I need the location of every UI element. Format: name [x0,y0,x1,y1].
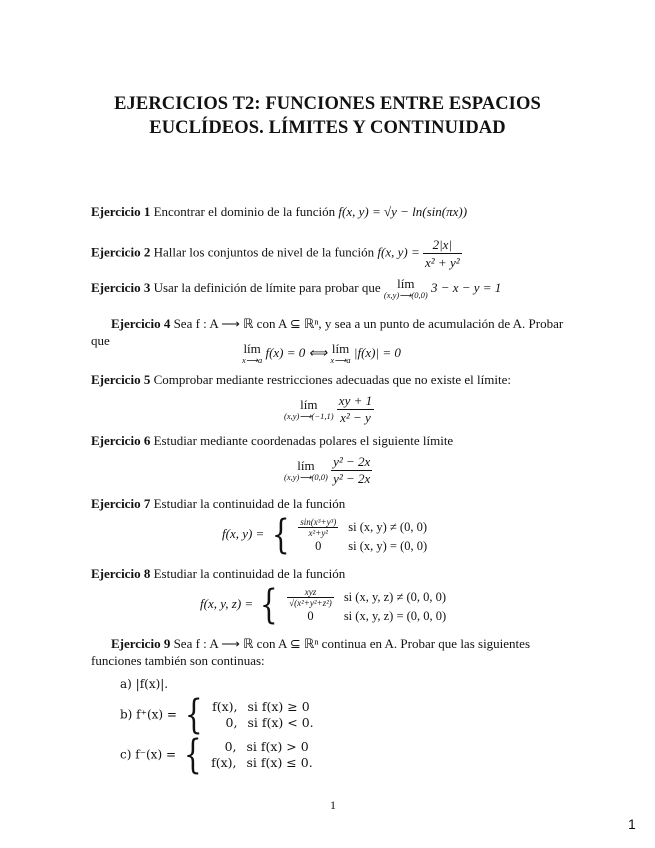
limit-operator [384,278,428,300]
case-value: 0 [307,608,314,623]
left-brace: { [183,732,202,778]
case-condition: si (x, y) = (0, 0) [348,538,428,553]
exercise-text: Hallar los conjuntos de nivel de la función [153,244,375,260]
exercise-1 [91,203,581,220]
case-value: 0 [315,538,322,553]
piecewise-cases [210,699,322,731]
fraction-denominator: y² − 2x [333,471,371,486]
equivalence-expression-end: |f(x)| = 0 [353,344,401,360]
exercise-3 [91,278,581,300]
exercise-text: Usar la definición de límite para probar que [153,279,381,295]
fraction-denominator: x² + y² [425,255,460,270]
page-number: 1 [330,798,336,812]
case-condition: si f(x) ≤ 0. [246,755,313,770]
case-value: f(x), [212,699,238,714]
exercise-6 [91,432,581,449]
piecewise-lhs: f(x, y) = [222,525,265,541]
limit-fraction [331,454,372,487]
fraction-denominator: √(x²+y²+z²) [289,597,332,608]
exercise-formula: 3 − x − y = 1 [430,279,502,295]
limit-subscript: (x,y)⟶(0,0) [284,471,328,482]
limit-operator [330,343,350,365]
left-brace: { [184,692,203,738]
limit-word: lím [243,341,261,356]
exercise-label: Ejercicio 5 [91,372,151,387]
fraction-numerator: xy + 1 [338,393,373,408]
piecewise-cases [296,517,435,554]
exercise-label: Ejercicio 6 [91,433,151,448]
equivalence-expression: f(x) = 0 ⟺ [265,344,328,360]
piecewise-lhs: c) f⁻(x) = [120,747,176,762]
exercise-label: Ejercicio 2 [91,244,151,260]
exercise-label: Ejercicio 4 [111,316,171,331]
fraction-numerator: y² − 2x [333,454,371,469]
exercise-text: Encontrar el dominio de la función [153,204,336,219]
case-condition: si (x, y, z) = (0, 0, 0) [343,608,447,623]
title-line-2: EUCLÍDEOS. LÍMITES Y CONTINUIDAD [149,118,506,138]
exercise-label: Ejercicio 8 [91,566,151,581]
exercise-formula-lhs: f(x, y) = [377,244,420,260]
exercise-2 [91,236,581,271]
case-value: f(x), [211,755,237,770]
exercise-text: Comprobar mediante restricciones adecuadas que no existe el límite: [153,372,511,387]
exercise-label: Ejercicio 1 [91,204,151,219]
exercise-text: Estudiar la continuidad de la función [153,496,346,511]
case-condition: si (x, y, z) ≠ (0, 0, 0) [343,590,447,604]
exercise-label: Ejercicio 9 [111,636,171,651]
page-title [60,92,595,140]
left-brace: { [260,582,279,628]
exercise-text: Estudiar la continuidad de la función [153,566,346,581]
case-condition: si f(x) < 0. [247,715,314,730]
item-text: a) |f(x)|. [120,677,169,691]
piecewise-cases [285,587,454,624]
title-line-1: EJERCICIOS T2: FUNCIONES ENTRE ESPACIOS [114,94,541,114]
viewer-page-indicator: 1 [628,816,636,832]
piecewise-lhs: f(x, y, z) = [200,595,254,611]
limit-operator [284,457,328,482]
limit-word: lím [331,341,350,356]
fraction-numerator: 2|x| [423,236,462,254]
limit-word: lím [297,457,315,473]
exercise-8 [91,565,581,582]
exercise-text: Estudiar mediante coordenadas polares el siguiente límite [153,433,454,448]
fraction-numerator: sin(x³+y³) [300,516,337,527]
item-a [120,676,168,692]
exercise-label: Ejercicio 7 [91,496,151,511]
fraction-denominator: x²+y² [308,527,329,538]
left-brace: { [271,512,290,558]
exercise-text: Sea f : A ⟶ ℝ con A ⊆ ℝⁿ, y sea a un punto de acumulación de A. Probar que [91,316,564,348]
exercise-fraction [423,236,462,271]
fraction-denominator: x² − y [340,410,371,425]
limit-word: lím [397,276,415,291]
limit-word: lím [300,396,318,412]
case-fraction [298,517,338,538]
case-condition: si f(x) ≥ 0 [247,699,310,714]
case-value: 0, [225,715,238,730]
item-c [120,732,321,778]
piecewise-lhs: b) f⁺(x) = [120,707,177,722]
exercise-8-display [200,582,454,628]
piecewise-cases [209,739,321,771]
case-value: 0, [224,739,237,754]
fraction-numerator: xyz [287,587,334,598]
limit-fraction [337,393,374,426]
exercise-5 [91,371,581,388]
exercise-5-display [284,393,374,426]
limit-subscript: x⟶a [242,355,263,365]
exercise-7 [91,495,581,512]
case-condition: si f(x) > 0 [246,739,309,754]
case-fraction [287,587,334,608]
exercise-label: Ejercicio 3 [91,279,151,295]
limit-subscript: (x,y)⟶(0,0) [383,290,428,300]
exercise-6-display [284,454,372,487]
limit-subscript: x⟶a [330,355,351,365]
case-condition: si (x, y) ≠ (0, 0) [348,520,427,534]
limit-operator [284,396,334,421]
limit-subscript: (x,y)⟶(−1,1) [284,410,334,421]
exercise-text: Sea f : A ⟶ ℝ con A ⊆ ℝⁿ continua en A. Probar que las siguientes funciones también son continuas: [91,636,530,668]
exercise-7-display [222,512,435,558]
item-b [120,692,322,738]
exercise-4-display [242,343,401,365]
exercise-9 [91,635,581,669]
exercise-formula: f(x, y) = √y − ln(sin(πx)) [338,204,468,219]
limit-operator [242,343,262,365]
